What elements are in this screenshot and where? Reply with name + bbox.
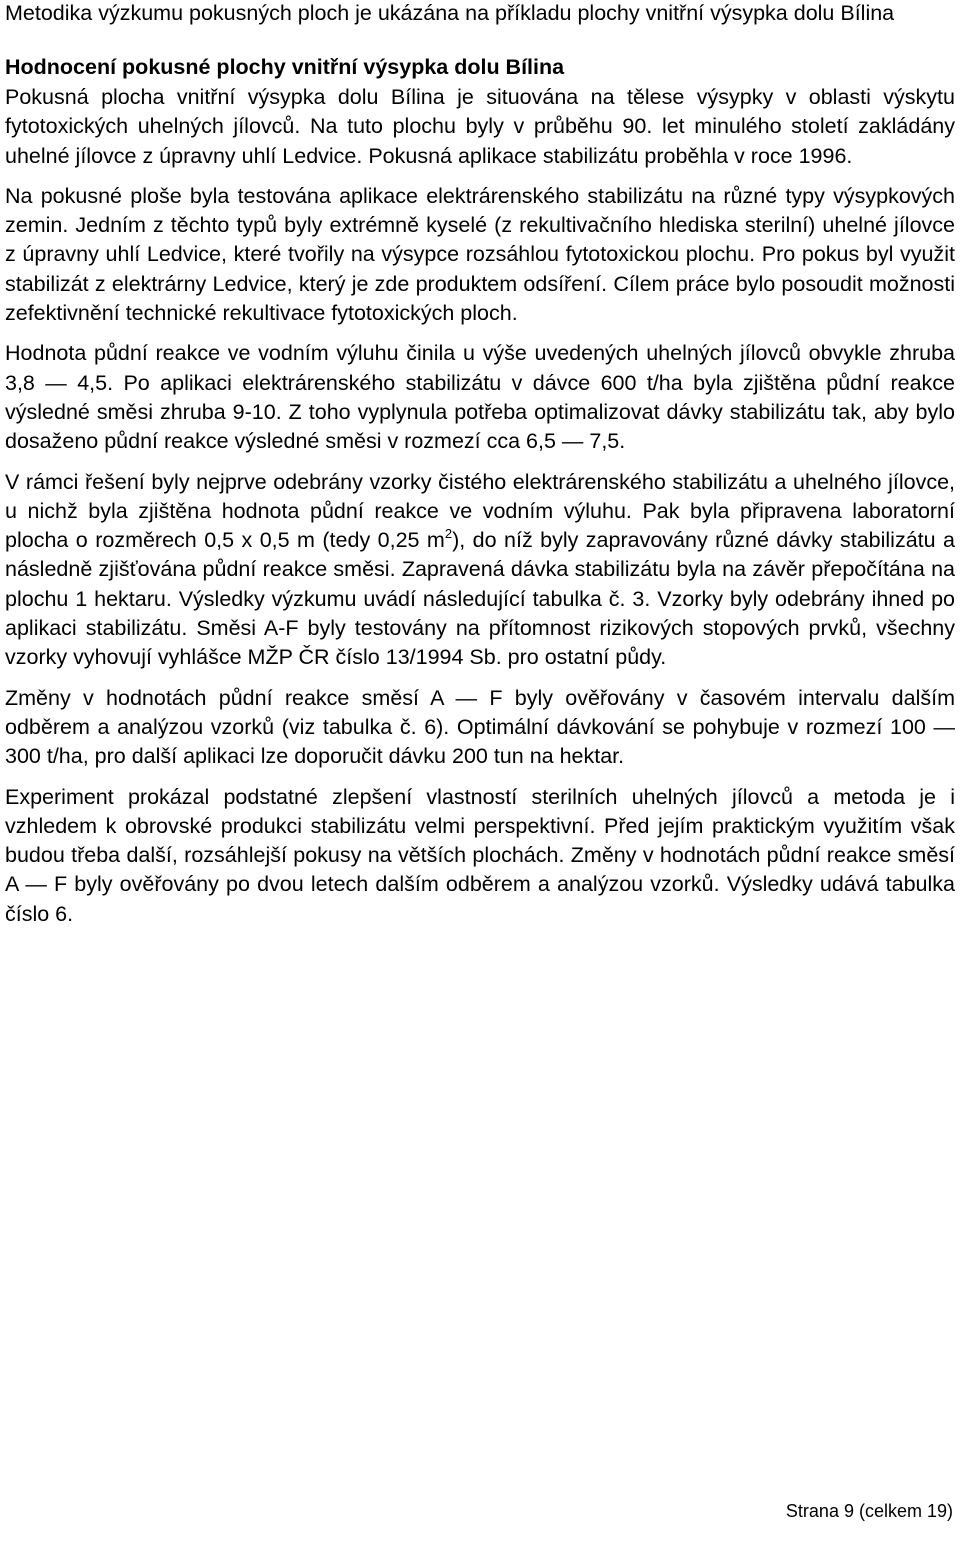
paragraph: Změny v hodnotách půdní reakce směsí A — F byly ověřovány v časovém intervalu dalším odběrem a analýzou vzorků (viz tabulka č. 6). Optimální dávkování se pohybuje v rozmezí 100 — 300 t/ha, pro další aplikaci lze doporučit dávku 200 tun na hektar. [5,685,955,769]
intro-text: Metodika výzkumu pokusných ploch je ukázána na příkladu plochy vnitřní výsypka dolu Bílina [5,1,895,25]
paragraph: Na pokusné ploše byla testována aplikace elektrárenského stabilizátu na různé typy výsypkových zemin. Jedním z těchto typů byly extrémně kyselé (z rekultivačního hlediska sterilní) uhelné jílovce z úpravny uhlí Ledvice, které tvořily na výsypce rozsáhlou fytotoxickou plochu. Pro pokus byl využit stabilizát z elektrárny Ledvice, který je zde produktem odsíření. Cílem práce bylo posoudit možnosti zefektivnění technické rekultivace fytotoxických ploch. [5,183,955,326]
superscript: 2 [444,526,453,541]
document-page [5,0,955,940]
paragraph-text-after: ), do níž byly zapravovány různé dávky stabilizátu a následně zjišťována půdní reakce směsi. Zapravená dávka stabilizátu byla na závěr přepočítána na plochu 1 hektaru. Výsledky výzkumu uvádí následující tabulka č. 3. Vzorky byly odebrány ihned po aplikaci stabilizátu. Směsi A-F byly testovány na přítomnost rizikových stopových prvků, všechny vzorky vyhovují vyhlášce MŽP ČR číslo 13/1994 Sb. pro ostatní půdy. [5,528,955,670]
paragraph: Experiment prokázal podstatné zlepšení vlastností sterilních uhelných jílovců a metoda je i vzhledem k obrovské produkci stabilizátu velmi perspektivní. Před jejím praktickým využitím však budou třeba další, rozsáhlejší pokusy na větších plochách. Změny v hodnotách půdní reakce směsí A — F byly ověřovány po dvou letech dalším odběrem a analýzou vzorků. Výsledky udává tabulka číslo 6. [5,784,955,926]
page-number: Strana 9 (celkem 19) [785,1501,953,1521]
paragraph-with-superscript [5,468,955,673]
paragraph: Hodnota půdní reakce ve vodním výluhu činila u výše uvedených uhelných jílovců obvykle zhruba 3,8 — 4,5. Po aplikaci elektrárenského stabilizátu v dávce 600 t/ha byla zjištěna půdní reakce výsledné směsi zhruba 9-10. Z toho vyplynula potřeba optimalizovat dávky stabilizátu tak, aby bylo dosaženo půdní reakce výsledné směsi v rozmezí cca 6,5 — 7,5. [5,341,955,454]
paragraph: Pokusná plocha vnitřní výsypka dolu Bílina je situována na tělese výsypky v oblasti výskytu fytotoxických uhelných jílovců. Na tuto plochu byly v průběhu 90. let minulého století zakládány uhelné jílovce z úpravny uhlí Ledvice. Pokusná aplikace stabilizátu proběhla v roce 1996. [5,85,955,168]
section-heading: Hodnocení pokusné plochy vnitřní výsypka dolu Bílina [5,55,565,79]
paragraph-text-before: V rámci řešení byly nejprve odebrány vzorky čistého elektrárenského stabilizátu a uhelného jílovce, u nichž byla zjištěna hodnota půdní reakce ve vodním výluhu. Pak byla připravena laboratorní plocha o rozměrech 0,5 x 0,5 m (tedy 0,25 m [5,469,955,553]
